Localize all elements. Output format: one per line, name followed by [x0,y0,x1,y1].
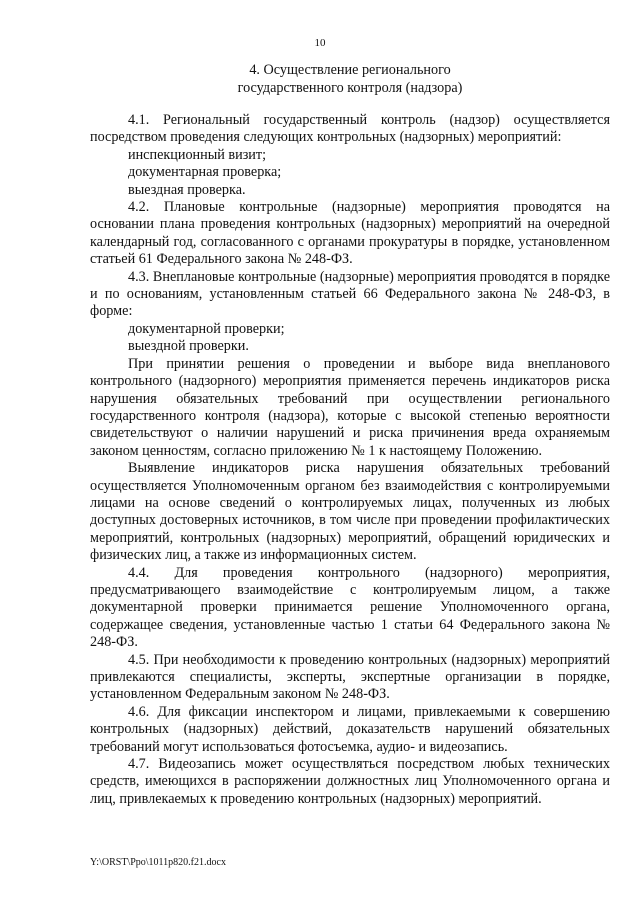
list-item: документарная проверка; [128,164,282,181]
paragraph-4-2: 4.2. Плановые контрольные (надзорные) мероприятия проводятся на основании плана проведения контрольных (надзорных) мероприятий на очередной календарный год, согласованного с органами прокуратуры в порядке, установленном статьей 61 Федерального закона № 248-ФЗ. [90,199,610,268]
section-heading [90,62,610,97]
paragraph-4-6: 4.6. Для фиксации инспектором и лицами, привлекаемыми к совершению контрольных (надзорных) действий, доказательств нарушений обязательных требований могут использоваться фотосъемка, аудио- и видеозапись. [90,703,610,755]
list-item: инспекционный визит; [128,146,267,163]
paragraph-4-5: 4.5. При необходимости к проведению контрольных (надзорных) мероприятий привлекаются специалисты, эксперты, экспертные организации в порядке, установленном Федеральным законом № 248-ФЗ. [90,651,610,703]
paragraph-4-4: 4.4. Для проведения контрольного (надзорного) мероприятия, предусматривающего взаимодействие с контролируемым лицом, а также документарной проверки принимается решение Уполномоченного органа, содержащее сведения, установленные частью 1 статьи 64 Федерального закона № 248-ФЗ. [90,564,610,651]
list-item: документарной проверки; [128,320,285,337]
section-heading-line-2: государственного контроля (надзора) [237,79,463,96]
list-item: выездная проверка. [128,181,246,198]
paragraph-4-1: 4.1. Региональный государственный контроль (надзор) осуществляется посредством проведения следующих контрольных (надзорных) мероприятий: [90,112,610,146]
section-heading-line-1: 4. Осуществление регионального [249,62,451,78]
page-number: 10 [314,37,326,49]
paragraph-4-3: 4.3. Внеплановые контрольные (надзорные) мероприятия проводятся в порядке и по основаниям, установленным статьей 66 Федерального закона № 248-ФЗ, в форме: [90,268,610,320]
document-body [90,112,610,808]
paragraph-4-7: 4.7. Видеозапись может осуществляться посредством любых технических средств, имеющихся в распоряжении должностных лиц Уполномоченного органа и лиц, привлекаемых к проведению контрольных (надзорных) мероприятий. [90,756,610,807]
paragraph-risk-indicators: Выявление индикаторов риска нарушения обязательных требований осуществляется Уполномоченным органом без взаимодействия с контролируемыми лицами на основе сведений о контролируемых лицах, полученных из любых доступных достоверных источников, в том числе при проведении профилактических мероприятий, контрольных (надзорных) мероприятий, обращений юридических и физических лиц, а также из информационных систем. [90,460,610,564]
list-item: выездной проверки. [128,338,249,355]
file-path-footer: Y:\ORST\Ppo\1011p820.f21.docx [90,857,226,868]
paragraph-unplanned-choice: При принятии решения о проведении и выборе вида внепланового контрольного (надзорного) мероприятия применяется перечень индикаторов риска нарушения обязательных требований при осуществлении регионального государственного контроля (надзора), которые с высокой степенью вероятности свидетельствуют о наличии нарушений и риска причинения вреда охраняемым законом ценностям, согласно приложению № 1 к настоящему Положению. [90,355,610,459]
